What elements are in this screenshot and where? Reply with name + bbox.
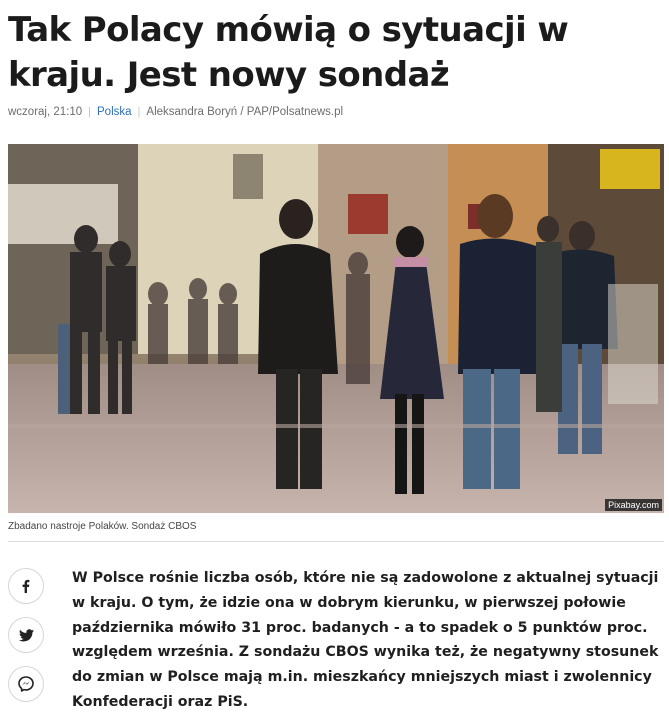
facebook-icon [19,579,33,593]
image-credit: Pixabay.com [605,499,662,511]
article-title: Tak Polacy mówią o sytuacji w kraju. Jest nowy sondaż [8,10,569,95]
meta-separator: | [137,106,141,118]
image-caption: Zbadano nastroje Polaków. Sondaż CBOS [8,521,197,532]
twitter-icon [19,629,34,642]
meta-separator: | [88,106,92,118]
article-lead: W Polsce rośnie liczba osób, które nie są zadowolone z aktualnej sytuacji w kraju. O tym, że idzie ona w dobrym kierunku, w pierwszej połowie października mówiło 31 proc. badanych - a to spadek o 5 punktów proc. względem września. Z sondażu CBOS wynika też, że negatywny stosunek do zmian w Polsce mają m.in. mieszkańcy mniejszych miast i zwolennicy Konfederacji oraz PiS. [72,570,659,710]
article-meta [8,104,343,120]
street-scene-image [8,144,664,513]
article-photo [8,144,664,513]
share-messenger-button[interactable] [8,666,44,702]
divider [8,541,664,542]
share-twitter-button[interactable] [8,617,44,653]
author: Aleksandra Boryń / PAP/Polsatnews.pl [146,106,344,118]
share-facebook-button[interactable] [8,568,44,604]
category-link[interactable]: Polska [97,106,132,118]
publish-date: wczoraj, 21:10 [8,106,83,118]
messenger-icon [18,676,34,692]
